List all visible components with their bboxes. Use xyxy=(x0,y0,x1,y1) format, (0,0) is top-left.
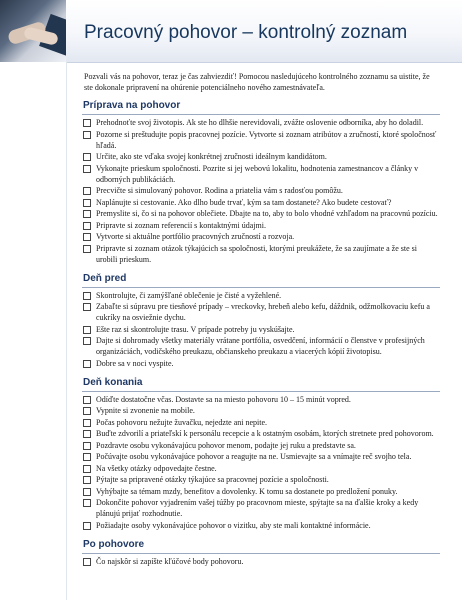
checkbox[interactable] xyxy=(83,326,91,334)
checkbox[interactable] xyxy=(83,210,91,218)
checklist-item xyxy=(82,290,440,301)
checklist-item xyxy=(82,358,440,369)
section-heading: Príprava na pohovor xyxy=(82,99,440,115)
checklist-item xyxy=(82,243,440,265)
section-heading: Po pohovore xyxy=(82,538,440,554)
checklist-item-text: Zabaľte si súpravu pre tiesňové prípady – vreckovky, hrebeň alebo kefu, dáždnik, odžmolkovaciu kefu a cukríky na osviežnie dychu. xyxy=(96,302,430,322)
checkbox[interactable] xyxy=(83,522,91,530)
checklist-item-text: Na všetky otázky odpovedajte čestne. xyxy=(96,463,217,473)
checklist-item-text: Vykonajte prieskum spoločnosti. Pozrite si jej webovú lokalitu, hodnotenia zamestnancov a články v odborných publikáciách. xyxy=(96,163,419,184)
checklist-item xyxy=(82,440,440,451)
section-heading: Deň konania xyxy=(82,376,440,392)
checklist-item-text: Čo najskôr si zapíšte kľúčové body pohovoru. xyxy=(96,556,244,566)
checkbox[interactable] xyxy=(83,292,91,300)
checklist-sections xyxy=(82,99,440,567)
checklist-item-text: Požiadajte osoby vykonávajúce pohovor o vizitku, aby ste mali kontaktné informácie. xyxy=(96,520,371,530)
checkbox[interactable] xyxy=(83,476,91,484)
checkbox[interactable] xyxy=(83,488,91,496)
checklist xyxy=(82,556,440,567)
checklist-item xyxy=(82,117,440,128)
checklist-item-text: Vytvorte si aktuálne portfólio pracovných zručností a rozvoja. xyxy=(96,232,295,241)
checklist-item-text: Naplánujte si cestovanie. Ako dlho bude trvať, kým sa tam dostanete? Ako budete cestovať? xyxy=(96,197,392,207)
checklist-item-text: Vypnite si zvonenie na mobile. xyxy=(96,406,195,415)
checkbox[interactable] xyxy=(83,360,91,368)
checkbox[interactable] xyxy=(83,430,91,438)
checklist-item-text: Počas pohovoru nežujte žuvačku, nejedzte ani nepite. xyxy=(96,417,268,427)
margin-line xyxy=(66,62,67,600)
checkbox[interactable] xyxy=(83,222,91,230)
checklist-item xyxy=(82,405,440,416)
checklist-item-text: Pozdravte osobu vykonávajúcu pohovor menom, podajte jej ruku a predstavte sa. xyxy=(96,440,356,450)
header xyxy=(0,0,462,62)
checklist-item xyxy=(82,231,440,242)
checklist-item-text: Počúvajte osobu vykonávajúce pohovor a reagujte na ne. Usmievajte sa a vnímajte reč svojho tela. xyxy=(96,452,412,461)
checkbox[interactable] xyxy=(83,233,91,241)
section-heading: Deň pred xyxy=(82,272,440,288)
checkbox[interactable] xyxy=(83,303,91,311)
checklist-item-text: Premyslite si, čo si na pohovor oblečiete. Dbajte na to, aby to bolo vhodné vzhľadom na pracovnú pozíciu. xyxy=(96,209,438,218)
checkbox[interactable] xyxy=(83,165,91,173)
intro-paragraph: Pozvali vás na pohovor, teraz je čas zahviezdiť! Pomocou nasledujúceho kontrolného zoznamu sa uistite, že ste dokonale pripravení na ohúrenie potenciálneho nového zamestnávateľa. xyxy=(84,72,430,92)
checklist-item xyxy=(82,497,440,519)
checklist-item-text: Buďte zdvorilí a priateľskí k personálu recepcie a k ostatným osobám, ktorých stretnete pred pohovorom. xyxy=(96,429,434,438)
checkbox[interactable] xyxy=(83,499,91,507)
checklist-item-text: Dajte si dohromady všetky materiály vrátane portfólia, osvedčení, informácií o členstve v profesijných organizáciách, vodičského preukazu, občianskeho preukazu a viacerých kópií životopisu. xyxy=(96,336,425,356)
checklist-item xyxy=(82,394,440,405)
checkbox[interactable] xyxy=(83,153,91,161)
checklist-item xyxy=(82,451,440,462)
checklist-item-text: Skontrolujte, či zamýšľané oblečenie je čisté a vyžehlené. xyxy=(96,290,282,300)
checklist-item-text: Určite, ako ste vďaka svojej konkrétnej zručnosti ideálnym kandidátom. xyxy=(96,152,327,161)
checklist-item-text: Dokončite pohovor vyjadrením vašej túžby po pracovnom mieste, spýtajte sa na ďalšie kroky a kedy plánujú prijať rozhodnutie. xyxy=(96,498,419,518)
checkbox[interactable] xyxy=(83,396,91,404)
checklist-item xyxy=(82,428,440,439)
checklist-item xyxy=(82,417,440,428)
handshake-photo xyxy=(0,0,66,62)
checklist-item-text: Pripravte si zoznam otázok týkajúcich sa spoločnosti, ktorými preukážete, že sa zaujímate a že ste si urobili prieskum. xyxy=(96,243,417,264)
document-body xyxy=(82,71,440,574)
checkbox[interactable] xyxy=(83,558,91,566)
checklist-item-text: Pozorne si preštudujte popis pracovnej pozície. Vytvorte si zoznam atribútov a zručností, ktoré spoločnosť hľadá. xyxy=(96,129,437,150)
checkbox[interactable] xyxy=(83,245,91,253)
checklist-item-text: Pripravte si zoznam referencií s kontaktnými údajmi. xyxy=(96,220,266,230)
checkbox[interactable] xyxy=(83,131,91,139)
checklist-item xyxy=(82,197,440,208)
checklist-item-text: Precvičte si simulovaný pohovor. Rodina a priatelia vám s radosťou pomôžu. xyxy=(96,186,343,195)
checklist-item xyxy=(82,335,440,357)
checklist-section xyxy=(82,538,440,567)
checklist-item xyxy=(82,163,440,185)
checklist xyxy=(82,290,440,369)
checklist-item xyxy=(82,463,440,474)
checkbox[interactable] xyxy=(83,199,91,207)
checklist-item xyxy=(82,220,440,231)
checkbox[interactable] xyxy=(83,453,91,461)
checkbox[interactable] xyxy=(83,465,91,473)
checklist-item xyxy=(82,301,440,323)
checklist-item xyxy=(82,185,440,196)
checklist xyxy=(82,117,440,265)
checklist-section xyxy=(82,99,440,265)
checklist-item-text: Vyhýbajte sa témam mzdy, benefitov a dovolenky. K tomu sa dostanete po predložení ponuky. xyxy=(96,486,398,496)
checklist-item xyxy=(82,208,440,219)
checklist xyxy=(82,394,440,531)
checkbox[interactable] xyxy=(83,419,91,427)
checklist-item-text: Dobre sa v noci vyspite. xyxy=(96,358,174,368)
checkbox[interactable] xyxy=(83,119,91,127)
checklist-item xyxy=(82,129,440,151)
checkbox[interactable] xyxy=(83,407,91,415)
checklist-item-text: Pýtajte sa pripravené otázky týkajúce sa pracovnej pozície a spoločnosti. xyxy=(96,475,329,484)
checklist-item xyxy=(82,151,440,162)
page-title: Pracovný pohovor – kontrolný zoznam xyxy=(84,22,408,43)
checklist-section xyxy=(82,272,440,369)
checklist-item xyxy=(82,556,440,567)
header-divider xyxy=(66,62,462,63)
checklist-item xyxy=(82,486,440,497)
checklist-section xyxy=(82,376,440,531)
checkbox[interactable] xyxy=(83,337,91,345)
checkbox[interactable] xyxy=(83,442,91,450)
checklist-item xyxy=(82,520,440,531)
checklist-item-text: Odíďte dostatočne včas. Dostavte sa na miesto pohovoru 10 – 15 minút vopred. xyxy=(96,394,351,404)
checkbox[interactable] xyxy=(83,187,91,195)
checklist-item-text: Ešte raz si skontrolujte trasu. V prípade potreby ju vyskúšajte. xyxy=(96,324,295,334)
checklist-item-text: Prehodnoťte svoj životopis. Ak ste ho dlhšie nerevidovali, zvážte oslovenie odborníka, aby ho doladil. xyxy=(96,118,424,127)
checklist-item xyxy=(82,474,440,485)
checklist-item xyxy=(82,324,440,335)
